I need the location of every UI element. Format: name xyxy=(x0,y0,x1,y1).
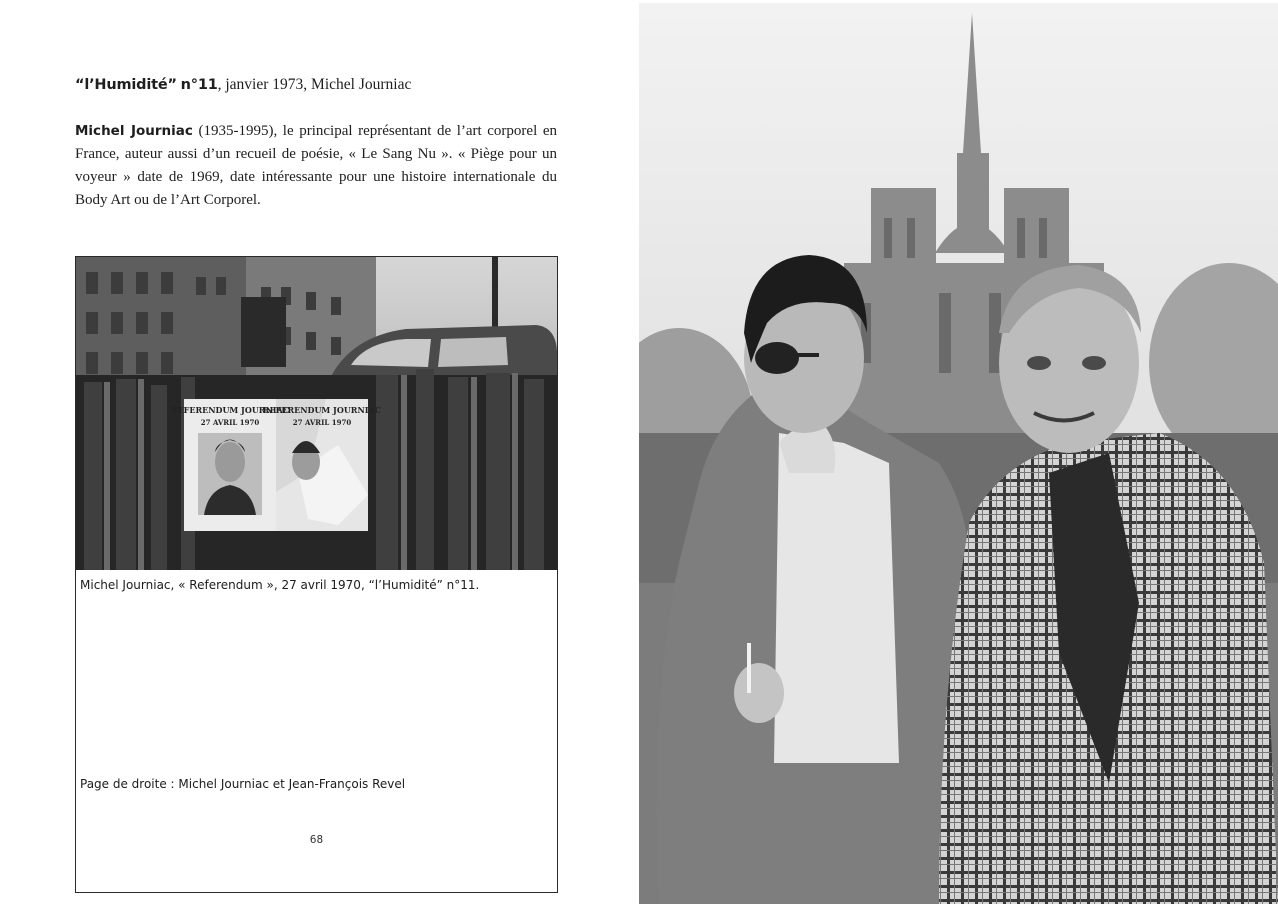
left-page xyxy=(0,0,630,904)
poster-title-1: REFERENDUM JOURNIAC xyxy=(170,405,290,415)
heading-issue: n°11 xyxy=(180,77,218,93)
heading-rest: , janvier 1973, Michel Journiac xyxy=(217,76,412,93)
heading-title: “l’Humidité” xyxy=(75,77,177,93)
poster-title-2: REFERENDUM JOURNIAC xyxy=(262,405,382,415)
intro-text: (1935-1995), le principal représentant de l’art corporel en France, auteur aussi d’un recueil de poésie, « Le Sang Nu ». « Piège pour un voyeur » date de 1969, date intéressante pour une histoire internationale du Body Art ou de l’Art Corporel. xyxy=(75,123,557,208)
intro-artist-name: Michel Journiac xyxy=(75,123,193,139)
right-page-caption: Page de droite : Michel Journiac et Jean-François Revel xyxy=(80,777,406,791)
poster-date-1: 27 AVRIL 1970 xyxy=(200,418,260,427)
figure-caption: Michel Journiac, « Referendum », 27 avril 1970, “l’Humidité” n°11. xyxy=(80,578,480,592)
poster-date-2: 27 AVRIL 1970 xyxy=(292,418,352,427)
page-number: 68 xyxy=(309,833,324,846)
intro-paragraph xyxy=(75,120,557,212)
article-heading xyxy=(75,75,565,95)
referendum-photo xyxy=(76,257,557,570)
journiac-revel-photo xyxy=(639,3,1278,904)
figure-frame xyxy=(75,256,558,893)
